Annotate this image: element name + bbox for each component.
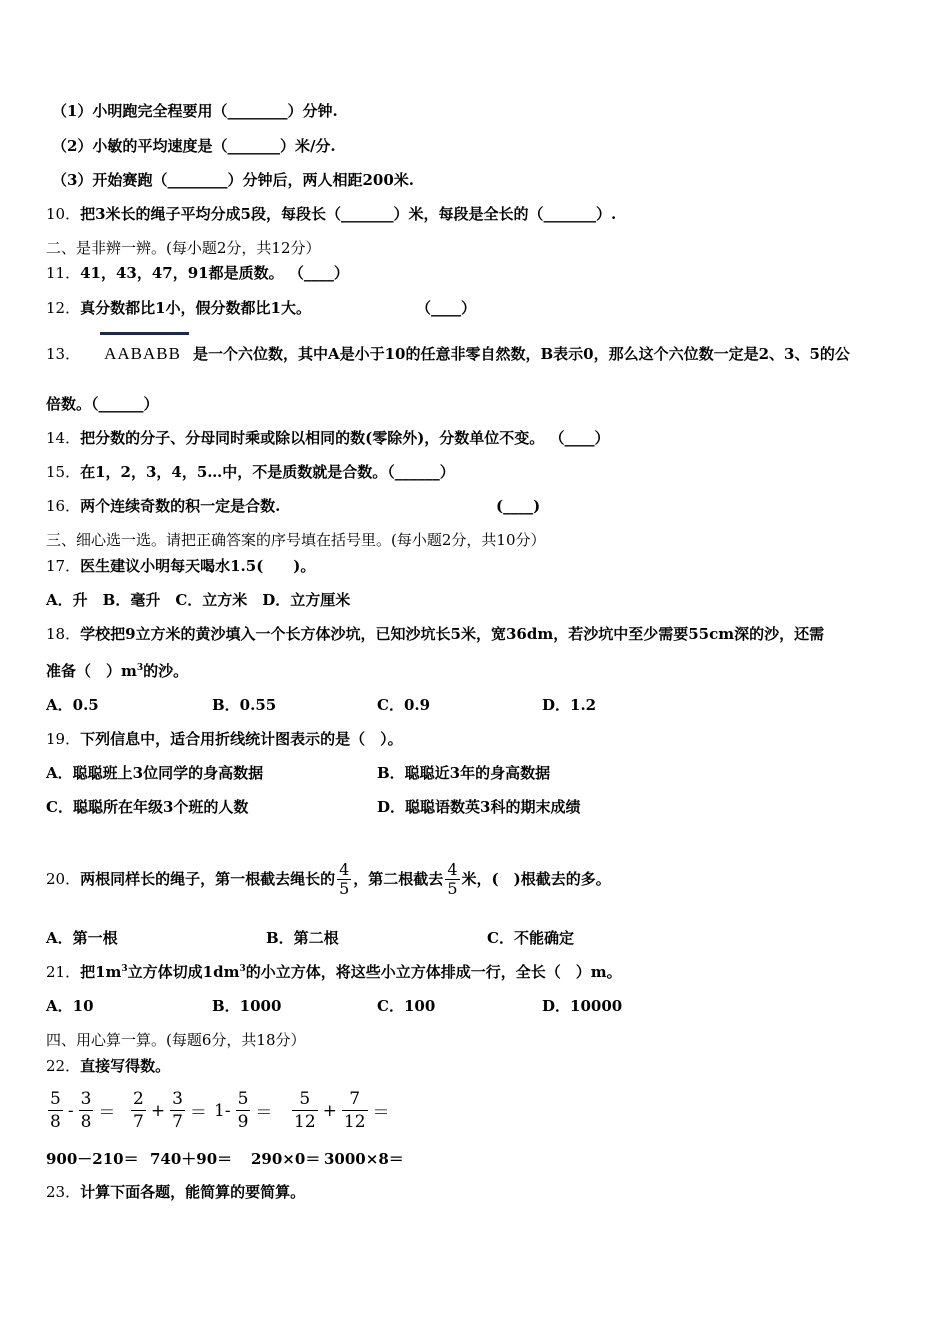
question-number: 15． bbox=[46, 463, 81, 481]
numerator: 2 bbox=[133, 1089, 144, 1109]
denominator: 12 bbox=[343, 1112, 366, 1132]
question-text: 的小立方体，将这些小立方体排成一行，全长（ ）m。 bbox=[245, 963, 622, 981]
question-16 bbox=[46, 496, 280, 516]
question-number: 16． bbox=[46, 497, 81, 515]
question-number: 17． bbox=[46, 557, 81, 575]
question-number: 12． bbox=[46, 299, 81, 317]
equals-sign: ＝ bbox=[98, 1103, 116, 1123]
question-text: 把1m bbox=[80, 963, 122, 981]
operator: + bbox=[150, 1100, 166, 1121]
fraction bbox=[236, 1088, 251, 1133]
equals-sign: ＝ bbox=[255, 1103, 273, 1123]
option-d: D．聪聪语数英3科的期末成绩 bbox=[377, 798, 581, 816]
question-13-continued: 倍数。（______） bbox=[46, 395, 159, 413]
option-a: A．10 bbox=[46, 997, 94, 1015]
question-text: 准备（ ）m bbox=[46, 662, 137, 680]
overline-number bbox=[104, 344, 181, 364]
question-15 bbox=[46, 462, 455, 482]
denominator: 5 bbox=[447, 878, 458, 898]
fraction bbox=[292, 1088, 318, 1133]
expression-1 bbox=[46, 1088, 118, 1133]
section-3-heading: 三、细心选一选。请把正确答案的序号填在括号里。(每小题2分，共10分） bbox=[46, 531, 546, 549]
equals-sign: ＝ bbox=[372, 1103, 390, 1123]
superscript: 3 bbox=[136, 663, 144, 673]
question-text: 真分数都比1小，假分数都比1大。 bbox=[80, 299, 311, 317]
option-c: C．聪聪所在年级3个班的人数 bbox=[46, 798, 249, 816]
question-text: 学校把9立方米的黄沙填入一个长方体沙坑，已知沙坑长5米，宽36dm，若沙坑中至少需要55cm深的沙，还需 bbox=[80, 625, 825, 643]
question-19 bbox=[46, 729, 403, 749]
question-11 bbox=[46, 263, 349, 283]
question-17-options: A．升 B．毫升 C．立方米 D．立方厘米 bbox=[46, 591, 351, 609]
superscript: 3 bbox=[121, 964, 128, 974]
option-b: B．聪聪近3年的身高数据 bbox=[377, 764, 551, 782]
operator: - bbox=[67, 1100, 74, 1121]
question-text: 计算下面各题，能简算的要简算。 bbox=[80, 1183, 306, 1201]
denominator: 9 bbox=[237, 1112, 249, 1132]
question-text: ，第二根截去 bbox=[353, 870, 444, 888]
question-number: 23． bbox=[46, 1183, 81, 1201]
arithmetic-4: 3000×8＝ bbox=[324, 1150, 404, 1168]
arithmetic-1: 900－210＝ bbox=[46, 1150, 139, 1168]
option-c: C．100 bbox=[377, 997, 436, 1015]
equals-sign: ＝ bbox=[189, 1103, 207, 1123]
question-number: 11． bbox=[46, 264, 81, 282]
question-23 bbox=[46, 1182, 305, 1202]
denominator: 5 bbox=[339, 878, 350, 898]
option-b: B．0.55 bbox=[212, 696, 277, 714]
question-13 bbox=[46, 344, 850, 364]
denominator: 8 bbox=[50, 1112, 61, 1132]
fraction bbox=[131, 1088, 146, 1133]
fraction bbox=[445, 861, 459, 898]
overline-bar bbox=[100, 332, 189, 335]
numerator: 7 bbox=[342, 1088, 368, 1111]
question-number: 10． bbox=[46, 205, 81, 223]
q9-sub1: （1）小明跑完全程要用（________）分钟. bbox=[52, 102, 338, 120]
arithmetic-2: 740＋90＝ bbox=[150, 1150, 233, 1168]
question-text: 41，43，47，91都是质数。 （____） bbox=[80, 264, 349, 282]
arithmetic-3: 290×0＝ bbox=[251, 1150, 321, 1168]
question-text: 两根同样长的绳子，第一根截去绳长的 bbox=[80, 870, 336, 888]
option-c: C．0.9 bbox=[377, 696, 431, 714]
denominator: 7 bbox=[133, 1112, 144, 1132]
option-c: C．不能确定 bbox=[487, 929, 574, 947]
question-number: 14． bbox=[46, 429, 81, 447]
section-4-heading: 四、用心算一算。(每题6分，共18分） bbox=[46, 1031, 306, 1049]
q9-sub3: （3）开始赛跑（________）分钟后，两人相距200米. bbox=[52, 171, 414, 189]
option-a: A．0.5 bbox=[46, 696, 99, 714]
question-number: 21． bbox=[46, 963, 81, 981]
question-18 bbox=[46, 624, 824, 644]
question-text: 在1，2，3，4，5…中，不是质数就是合数。（______） bbox=[80, 463, 455, 481]
question-text: 立方体切成1dm bbox=[127, 963, 240, 981]
question-text: 是一个六位数，其中A是小于10的任意非零自然数，B表示0，那么这个六位数一定是2、3、5的公 bbox=[192, 345, 850, 363]
numerator: 3 bbox=[80, 1089, 92, 1109]
question-20 bbox=[46, 845, 611, 913]
fraction bbox=[342, 1088, 368, 1133]
numerator: 3 bbox=[172, 1089, 183, 1109]
question-16-blank: (____) bbox=[496, 497, 541, 515]
fraction bbox=[170, 1088, 185, 1133]
question-number: 19． bbox=[46, 730, 81, 748]
question-text: 两个连续奇数的积一定是合数. bbox=[80, 497, 281, 515]
numerator: 5 bbox=[50, 1089, 61, 1109]
expression-4 bbox=[290, 1088, 393, 1133]
section-2-heading: 二、是非辨一辨。(每小题2分，共12分） bbox=[46, 239, 321, 257]
numerator: 5 bbox=[237, 1089, 249, 1109]
option-a: A．聪聪班上3位同学的身高数据 bbox=[46, 764, 264, 782]
question-text: 的沙。 bbox=[143, 662, 189, 680]
question-text: 下列信息中，适合用折线统计图表示的是（ ）。 bbox=[80, 730, 403, 748]
question-number: 20． bbox=[46, 870, 81, 888]
numerator: 4 bbox=[339, 859, 350, 879]
overline-digits: AABABB bbox=[104, 344, 181, 363]
question-text: 把3米长的绳子平均分成5段，每段长（_______）米，每段是全长的（_______）. bbox=[80, 205, 617, 223]
denominator: 8 bbox=[80, 1112, 92, 1132]
question-18-continued bbox=[46, 661, 188, 681]
question-12-blank: （____） bbox=[416, 299, 477, 317]
numerator: 4 bbox=[447, 859, 458, 879]
question-text: 医生建议小明每天喝水1.5( )。 bbox=[80, 557, 316, 575]
q9-sub2: （2）小敏的平均速度是（_______）米/分. bbox=[52, 137, 336, 155]
expression-2 bbox=[129, 1088, 210, 1133]
numerator: 5 bbox=[292, 1088, 318, 1111]
denominator: 7 bbox=[172, 1112, 183, 1132]
option-b: B．第二根 bbox=[266, 929, 339, 947]
question-21 bbox=[46, 962, 622, 982]
question-text: 米，( )根截去的多。 bbox=[461, 870, 611, 888]
question-text: 直接写得数。 bbox=[80, 1057, 171, 1075]
option-d: D．1.2 bbox=[542, 696, 597, 714]
question-number: 13． bbox=[46, 345, 81, 363]
operator: 1- bbox=[214, 1100, 231, 1121]
fraction bbox=[79, 1088, 94, 1133]
fraction bbox=[48, 1088, 63, 1133]
question-12 bbox=[46, 298, 311, 318]
operator: + bbox=[322, 1100, 337, 1121]
superscript: 3 bbox=[239, 964, 246, 974]
question-10 bbox=[46, 204, 616, 224]
option-b: B．1000 bbox=[212, 997, 282, 1015]
question-text: 把分数的分子、分母同时乘或除以相同的数(零除外)，分数单位不变。 （____） bbox=[80, 429, 610, 447]
question-number: 22． bbox=[46, 1057, 81, 1075]
question-17 bbox=[46, 556, 315, 576]
question-22 bbox=[46, 1056, 170, 1076]
option-d: D．10000 bbox=[542, 997, 623, 1015]
denominator: 12 bbox=[294, 1112, 316, 1132]
expression-3 bbox=[214, 1088, 275, 1133]
fraction bbox=[337, 861, 351, 898]
question-14 bbox=[46, 428, 610, 448]
option-a: A．第一根 bbox=[46, 929, 118, 947]
question-number: 18． bbox=[46, 625, 81, 643]
